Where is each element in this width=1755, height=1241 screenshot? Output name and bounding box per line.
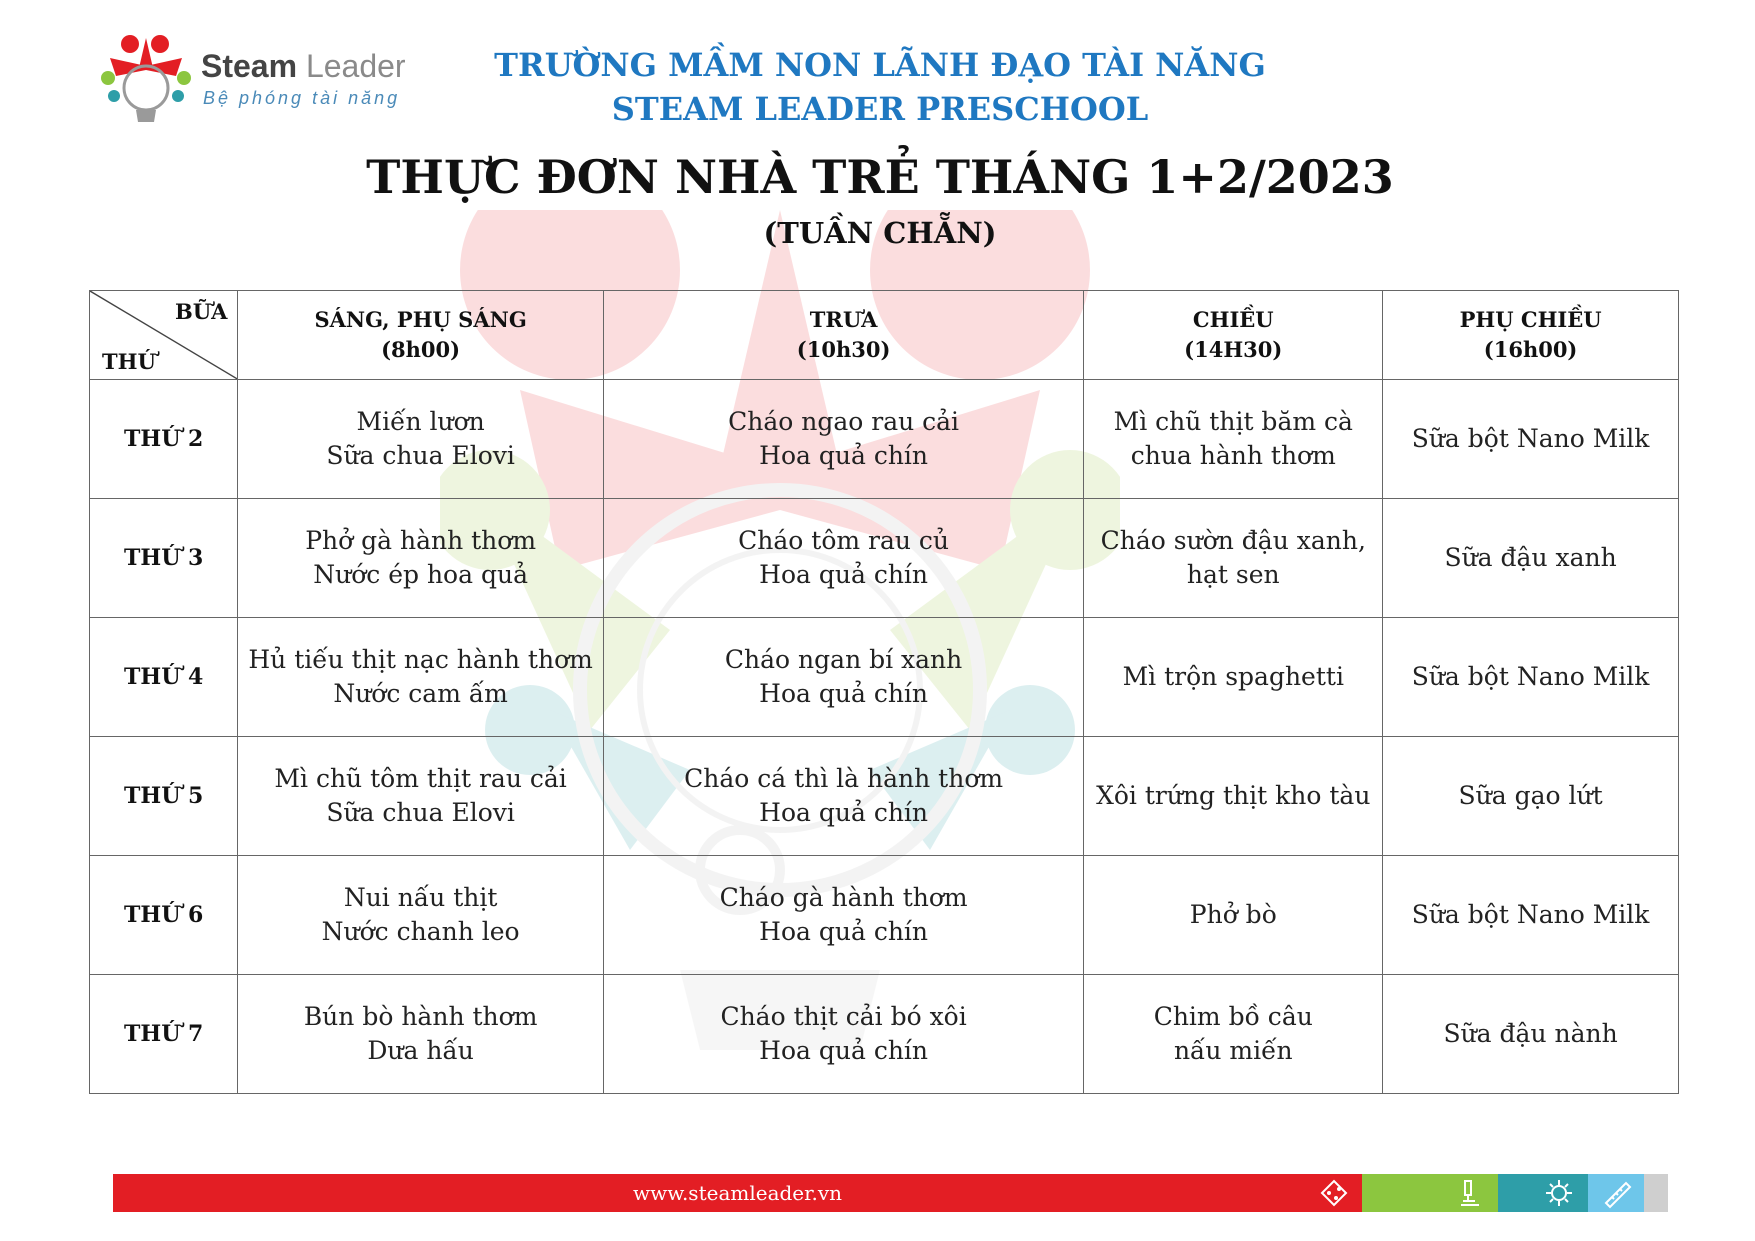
gear-icon [1543, 1177, 1575, 1209]
menu-cell [238, 975, 603, 1094]
logo-name-light: Leader [305, 48, 406, 84]
dish-line: Cháo tôm rau củ [738, 525, 950, 555]
menu-cell [238, 737, 603, 856]
footer-bar [113, 1174, 1668, 1212]
page-subtitle: (TUẦN CHẴN) [763, 216, 997, 250]
dish-line: Sữa đậu xanh [1444, 542, 1617, 572]
table-row [90, 618, 1679, 737]
menu-cell [1383, 737, 1679, 856]
column-time: (10h30) [796, 337, 891, 362]
column-time: (16h00) [1483, 337, 1578, 362]
dish-line: Sữa gạo lứt [1458, 780, 1603, 810]
school-name-vietnamese: TRƯỜNG MẦM NON LÃNH ĐẠO TÀI NĂNG [494, 46, 1266, 84]
menu-cell [1084, 856, 1383, 975]
column-name: SÁNG, PHỤ SÁNG [314, 306, 527, 332]
table-row [90, 737, 1679, 856]
menu-cell [1084, 499, 1383, 618]
logo-mark-icon [100, 30, 192, 130]
day-cell: THỨ 2 [90, 380, 238, 499]
table-row [90, 975, 1679, 1094]
day-cell: THỨ 6 [90, 856, 238, 975]
dish-line: Nước chanh leo [321, 917, 520, 946]
dish-line: Sữa chua Elovi [326, 798, 515, 827]
dish-line: Cháo cá thì là hành thơm [684, 763, 1004, 793]
corner-label-day: THỨ [102, 348, 156, 374]
footer-grey-segment [1644, 1174, 1668, 1212]
dish-line: Nước ép hoa quả [313, 560, 528, 589]
dish-line: Sữa đậu nành [1443, 1018, 1618, 1048]
menu-cell [1383, 499, 1679, 618]
dish-line: Hoa quả chín [759, 1036, 929, 1065]
day-cell: THỨ 7 [90, 975, 238, 1094]
column-time: (14H30) [1184, 337, 1283, 362]
dish-line: Mì chũ thịt băm cà [1113, 406, 1353, 436]
column-name: CHIỀU [1192, 306, 1274, 332]
dish-line: Sữa bột Nano Milk [1411, 661, 1650, 691]
dish-line: Sữa chua Elovi [326, 441, 515, 470]
menu-cell [603, 380, 1084, 499]
column-time: (8h00) [381, 337, 461, 362]
column-header [238, 291, 603, 380]
logo-name-bold: Steam [201, 48, 298, 84]
corner-label-meal: BỮA [175, 299, 228, 324]
day-cell: THỨ 4 [90, 618, 238, 737]
menu-cell [1084, 975, 1383, 1094]
column-header [1084, 291, 1383, 380]
dish-line: Hủ tiếu thịt nạc hành thơm [248, 644, 593, 674]
dish-line: Mì chũ tôm thịt rau cải [274, 763, 567, 793]
column-name: PHỤ CHIỀU [1459, 306, 1602, 332]
website-link[interactable]: www.steamleader.vn [632, 1181, 843, 1205]
dish-line: Nui nấu thịt [343, 882, 498, 912]
column-header [1383, 291, 1679, 380]
menu-cell [1084, 380, 1383, 499]
dish-line: Cháo ngao rau cải [728, 406, 960, 436]
menu-cell [603, 499, 1084, 618]
menu-cell [238, 618, 603, 737]
menu-cell [1383, 618, 1679, 737]
menu-cell [603, 975, 1084, 1094]
day-cell: THỨ 5 [90, 737, 238, 856]
logo [100, 30, 430, 130]
column-header [603, 291, 1084, 380]
dish-line: Dưa hấu [367, 1036, 474, 1065]
dish-line: Hoa quả chín [759, 798, 929, 827]
dish-line: Bún bò hành thơm [303, 1001, 538, 1031]
menu-cell [603, 737, 1084, 856]
dish-line: Cháo sườn đậu xanh, [1100, 525, 1366, 555]
dish-line: Phở bò [1189, 899, 1277, 929]
column-name: TRƯA [809, 306, 878, 332]
dish-line: Hoa quả chín [759, 441, 929, 470]
menu-cell [603, 618, 1084, 737]
page-title: THỰC ĐƠN NHÀ TRẺ THÁNG 1+2/2023 [366, 150, 1394, 204]
ruler-icon [1600, 1177, 1632, 1209]
menu-cell [1383, 380, 1679, 499]
dish-line: Chim bồ câu [1153, 1001, 1313, 1031]
circuit-icon [1318, 1177, 1350, 1209]
dish-line: Sữa bột Nano Milk [1411, 423, 1650, 453]
dish-line: nấu miến [1173, 1036, 1293, 1065]
school-name-english: STEAM LEADER PRESCHOOL [611, 90, 1149, 128]
logo-slogan: Bệ phóng tài năng [203, 88, 401, 108]
table-row [90, 499, 1679, 618]
dish-line: Phở gà hành thơm [305, 525, 537, 555]
menu-cell [238, 380, 603, 499]
dish-line: hạt sen [1186, 560, 1280, 589]
dish-line: Hoa quả chín [759, 560, 929, 589]
dish-line: chua hành thơm [1130, 441, 1336, 470]
menu-cell [1084, 618, 1383, 737]
table-row [90, 856, 1679, 975]
dish-line: Cháo gà hành thơm [719, 882, 968, 912]
dish-line: Xôi trứng thịt kho tàu [1096, 780, 1371, 810]
table-header-row [90, 291, 1679, 380]
menu-cell [603, 856, 1084, 975]
dish-line: Cháo thịt cải bó xôi [720, 1001, 967, 1031]
corner-cell [90, 291, 238, 380]
menu-cell [238, 856, 603, 975]
table-row [90, 380, 1679, 499]
dish-line: Hoa quả chín [759, 679, 929, 708]
menu-cell [1383, 856, 1679, 975]
dish-line: Hoa quả chín [759, 917, 929, 946]
menu-cell [1383, 975, 1679, 1094]
menu-cell [1084, 737, 1383, 856]
logo-name [201, 48, 406, 85]
dish-line: Miến lươn [356, 406, 485, 436]
menu-cell [238, 499, 603, 618]
day-cell: THỨ 3 [90, 499, 238, 618]
dish-line: Sữa bột Nano Milk [1411, 899, 1650, 929]
menu-table [89, 290, 1679, 1094]
dish-line: Nước cam ấm [333, 679, 508, 708]
dish-line: Cháo ngan bí xanh [724, 644, 963, 674]
dish-line: Mì trộn spaghetti [1122, 661, 1344, 691]
microscope-icon [1453, 1177, 1485, 1209]
